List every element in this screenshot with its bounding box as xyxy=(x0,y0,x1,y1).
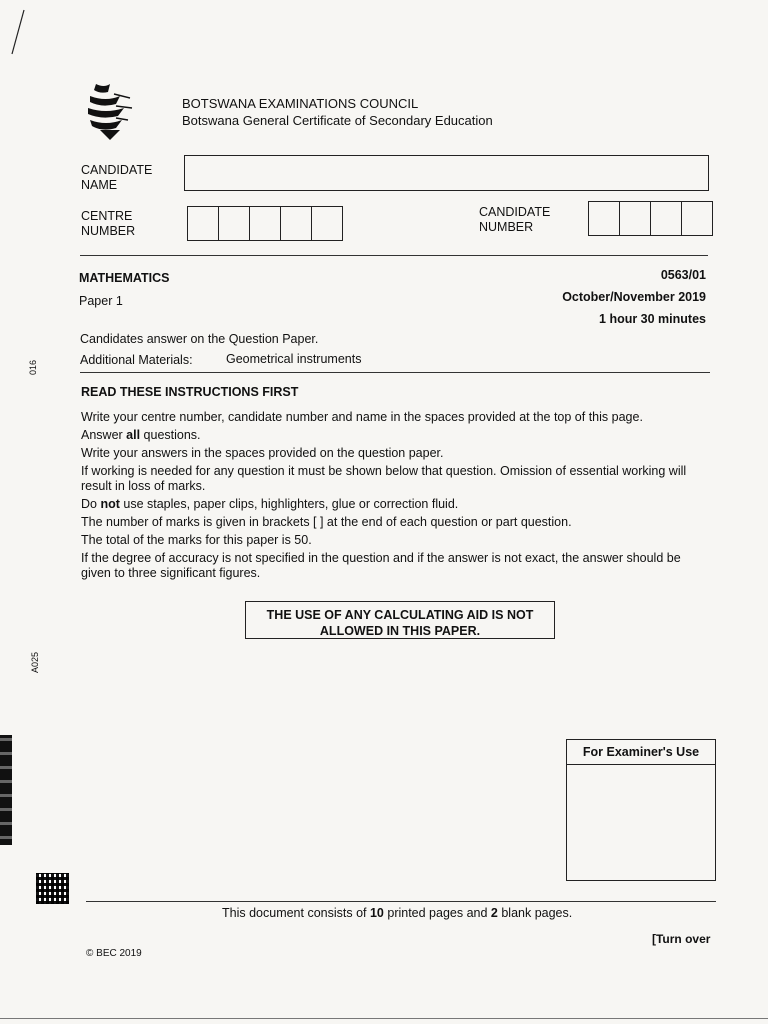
bec-logo-icon xyxy=(86,80,134,142)
centre-number-label: CENTRE NUMBER xyxy=(81,209,136,238)
divider xyxy=(86,901,716,902)
instructions-list xyxy=(81,410,711,584)
page-count: This document consists of 10 printed pages and 2 blank pages. xyxy=(222,906,573,920)
instruction-line: If the degree of accuracy is not specified in the question and if the answer is not exact, the answer should be given to three significant figures. xyxy=(81,551,681,580)
instruction-line: Answer all questions. xyxy=(81,428,201,442)
digit-cell[interactable] xyxy=(219,207,250,240)
binding-edge xyxy=(0,735,12,845)
centre-number-field[interactable] xyxy=(187,206,343,241)
calculator-notice: THE USE OF ANY CALCULATING AID IS NOT ALLOWED IN THIS PAPER. xyxy=(245,601,555,639)
candidate-name-label: CANDIDATE NAME xyxy=(81,163,153,192)
margin-code-top: 016 xyxy=(28,359,38,375)
subject: MATHEMATICS xyxy=(79,271,170,285)
examiner-title: For Examiner's Use xyxy=(567,740,715,765)
exam-duration: 1 hour 30 minutes xyxy=(599,312,706,326)
digit-cell[interactable] xyxy=(620,202,651,235)
certificate-name: Botswana General Certificate of Secondary Education xyxy=(182,113,493,128)
examiner-box xyxy=(566,739,716,881)
answer-instruction: Candidates answer on the Question Paper. xyxy=(80,332,319,346)
instruction-line: The total of the marks for this paper is 50. xyxy=(81,533,312,547)
digit-cell[interactable] xyxy=(651,202,682,235)
instruction-line: Write your centre number, candidate number and name in the spaces provided at the top of this page. xyxy=(81,410,643,424)
instruction-line: Write your answers in the spaces provided on the question paper. xyxy=(81,446,444,460)
exam-session: October/November 2019 xyxy=(562,290,706,304)
scan-edge xyxy=(0,1018,768,1019)
digit-cell[interactable] xyxy=(250,207,281,240)
candidate-name-field[interactable] xyxy=(184,155,709,191)
candidate-number-field[interactable] xyxy=(588,201,713,236)
digit-cell[interactable] xyxy=(281,207,312,240)
paper-code: 0563/01 xyxy=(660,268,706,282)
instruction-line: The number of marks is given in brackets [ ] at the end of each question or part question. xyxy=(81,515,572,529)
materials-label: Additional Materials: xyxy=(80,353,193,367)
digit-cell[interactable] xyxy=(589,202,620,235)
margin-code-mid: A025 xyxy=(30,651,40,673)
divider xyxy=(80,255,708,256)
turn-over: [Turn over xyxy=(652,932,711,946)
digit-cell[interactable] xyxy=(188,207,219,240)
barcode-icon xyxy=(36,873,69,904)
paper-number: Paper 1 xyxy=(79,294,123,308)
candidate-number-label: CANDIDATE NUMBER xyxy=(479,205,551,234)
instruction-line: Do not use staples, paper clips, highlighters, glue or correction fluid. xyxy=(81,497,459,511)
copyright: © BEC 2019 xyxy=(86,948,142,959)
council-name: BOTSWANA EXAMINATIONS COUNCIL xyxy=(182,96,419,111)
instruction-line: If working is needed for any question it must be shown below that question. Omission of essential working will result in loss of marks. xyxy=(81,464,687,493)
materials-value: Geometrical instruments xyxy=(226,352,362,366)
digit-cell[interactable] xyxy=(682,202,712,235)
digit-cell[interactable] xyxy=(312,207,342,240)
instructions-title: READ THESE INSTRUCTIONS FIRST xyxy=(81,385,299,399)
pen-mark xyxy=(8,8,28,58)
divider xyxy=(80,372,710,373)
header-block xyxy=(182,95,493,129)
